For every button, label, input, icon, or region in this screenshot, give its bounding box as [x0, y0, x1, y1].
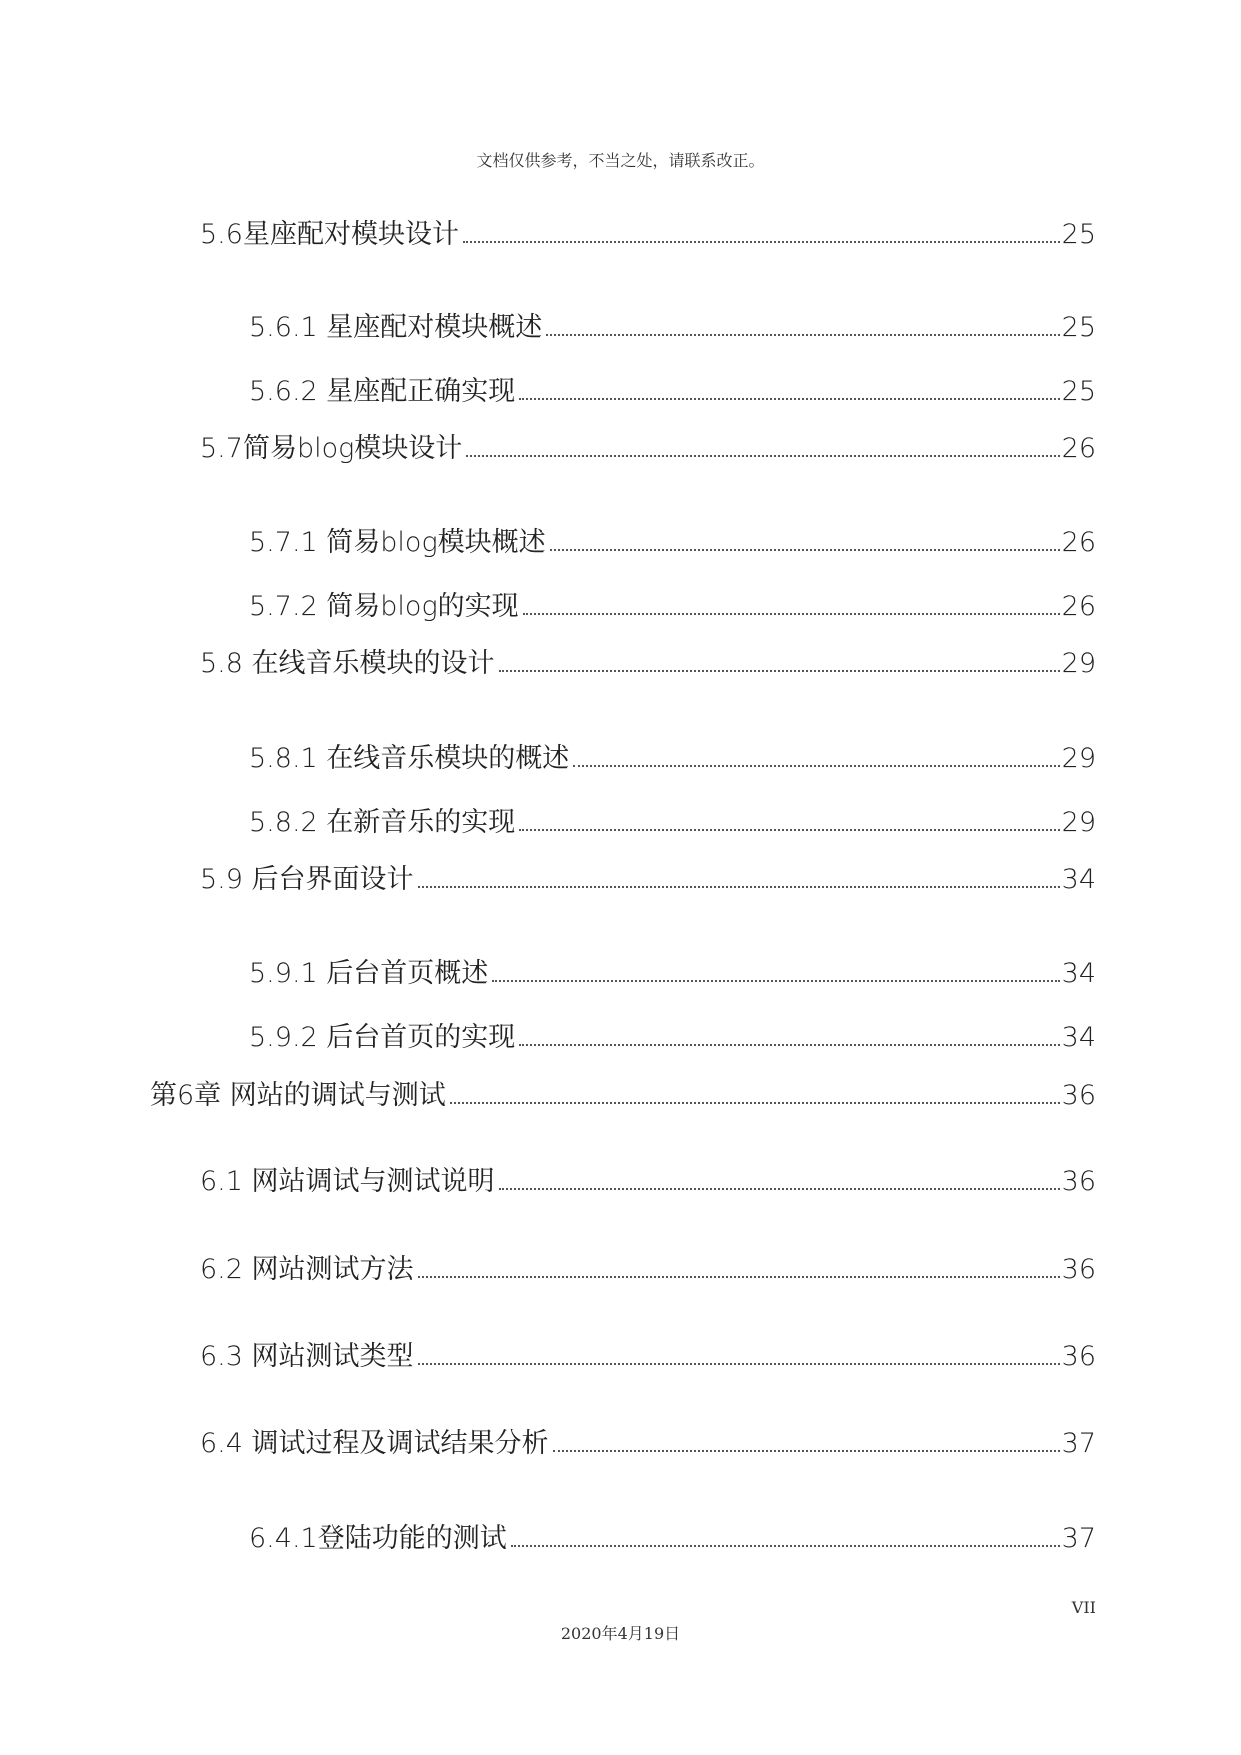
toc-entry-5-6-1[interactable] [249, 311, 1096, 345]
toc-entry-page: 29 [1061, 743, 1096, 774]
footer-date: 2020年4月19日 [560, 1624, 681, 1643]
toc-entry-5-7-1[interactable] [249, 526, 1096, 560]
toc-entry-page: 37 [1061, 1523, 1096, 1554]
toc-dot-leader [519, 829, 1059, 831]
toc-entry-page: 36 [1061, 1166, 1096, 1197]
toc-entry-5-9[interactable] [200, 863, 1096, 897]
toc-entry-page: 25 [1061, 376, 1096, 407]
toc-entry-page: 36 [1061, 1080, 1096, 1111]
header-note: 文档仅供参考，不当之处，请联系改正。 [476, 151, 765, 170]
toc-dot-leader [418, 1276, 1060, 1278]
toc-dot-leader [553, 1450, 1060, 1452]
toc-entry-label: 6.4 调试过程及调试结果分析 [200, 1428, 549, 1459]
toc-dot-leader [519, 1044, 1059, 1046]
toc-dot-leader [499, 670, 1060, 672]
toc-dot-leader [546, 334, 1059, 336]
toc-dot-leader [450, 1102, 1060, 1104]
toc-entry-page: 34 [1061, 958, 1096, 989]
toc-entry-label: 6.1 网站调试与测试说明 [200, 1166, 495, 1197]
toc-entry-page: 26 [1061, 591, 1096, 622]
toc-entry-page: 36 [1061, 1341, 1096, 1372]
toc-entry-label: 5.9.2 后台首页的实现 [249, 1022, 516, 1053]
toc-dot-leader [499, 1188, 1060, 1190]
toc-entry-6-1[interactable] [200, 1165, 1096, 1199]
toc-entry-label: 5.9 后台界面设计 [200, 864, 414, 895]
toc-entry-page: 34 [1061, 1022, 1096, 1053]
toc-entry-6-2[interactable] [200, 1253, 1096, 1287]
toc-dot-leader [463, 241, 1060, 243]
toc-dot-leader [573, 765, 1059, 767]
toc-entry-6-4-1[interactable] [249, 1522, 1096, 1556]
toc-entry-5-9-1[interactable] [249, 957, 1096, 991]
toc-dot-leader [519, 398, 1059, 400]
toc-dot-leader [523, 613, 1060, 615]
toc-dot-leader [466, 455, 1059, 457]
toc-entry-5-8-1[interactable] [249, 742, 1096, 776]
toc-entry-5-6-2[interactable] [249, 375, 1096, 409]
toc-entry-5-6[interactable] [200, 218, 1096, 252]
toc-entry-page: 29 [1061, 807, 1096, 838]
toc-entry-page: 37 [1061, 1428, 1096, 1459]
toc-entry-page: 34 [1061, 864, 1096, 895]
toc-entry-label: 6.2 网站测试方法 [200, 1254, 414, 1285]
toc-entry-label: 5.8.2 在新音乐的实现 [249, 807, 516, 838]
toc-dot-leader [418, 1363, 1060, 1365]
toc-entry-label: 5.8 在线音乐模块的设计 [200, 648, 495, 679]
toc-entry-label: 5.9.1 后台首页概述 [249, 958, 489, 989]
toc-entry-page: 25 [1061, 312, 1096, 343]
toc-entry-6-4[interactable] [200, 1427, 1096, 1461]
toc-entry-label: 5.6.2 星座配正确实现 [249, 376, 516, 407]
toc-entry-page: 25 [1061, 219, 1096, 250]
toc-entry-page: 26 [1061, 527, 1096, 558]
toc-entry-label: 5.7简易blog模块设计 [200, 433, 463, 464]
toc-entry-5-8-2[interactable] [249, 806, 1096, 840]
toc-entry-label: 6.3 网站测试类型 [200, 1341, 414, 1372]
toc-entry-5-8[interactable] [200, 647, 1096, 681]
toc-dot-leader [418, 886, 1060, 888]
toc-entry-6-3[interactable] [200, 1340, 1096, 1374]
toc-entry-page: 26 [1061, 433, 1096, 464]
toc-entry-chapter-6[interactable] [150, 1079, 1096, 1113]
toc-entry-label: 5.8.1 在线音乐模块的概述 [249, 743, 570, 774]
toc-entry-label: 5.6.1 星座配对模块概述 [249, 312, 543, 343]
toc-entry-label: 6.4.1登陆功能的测试 [249, 1523, 507, 1554]
toc-entry-page: 29 [1061, 648, 1096, 679]
toc-entry-label: 5.7.1 简易blog模块概述 [249, 527, 546, 558]
toc-entry-5-7-2[interactable] [249, 590, 1096, 624]
toc-dot-leader [550, 549, 1060, 551]
toc-entry-label: 第6章 网站的调试与测试 [150, 1080, 446, 1111]
page-number: VII [1071, 1598, 1096, 1617]
toc-entry-5-9-2[interactable] [249, 1021, 1096, 1055]
toc-entry-page: 36 [1061, 1254, 1096, 1285]
toc-entry-5-7[interactable] [200, 432, 1096, 466]
toc-entry-label: 5.6星座配对模块设计 [200, 219, 459, 250]
toc-dot-leader [511, 1545, 1060, 1547]
toc-dot-leader [492, 980, 1059, 982]
toc-entry-label: 5.7.2 简易blog的实现 [249, 591, 519, 622]
